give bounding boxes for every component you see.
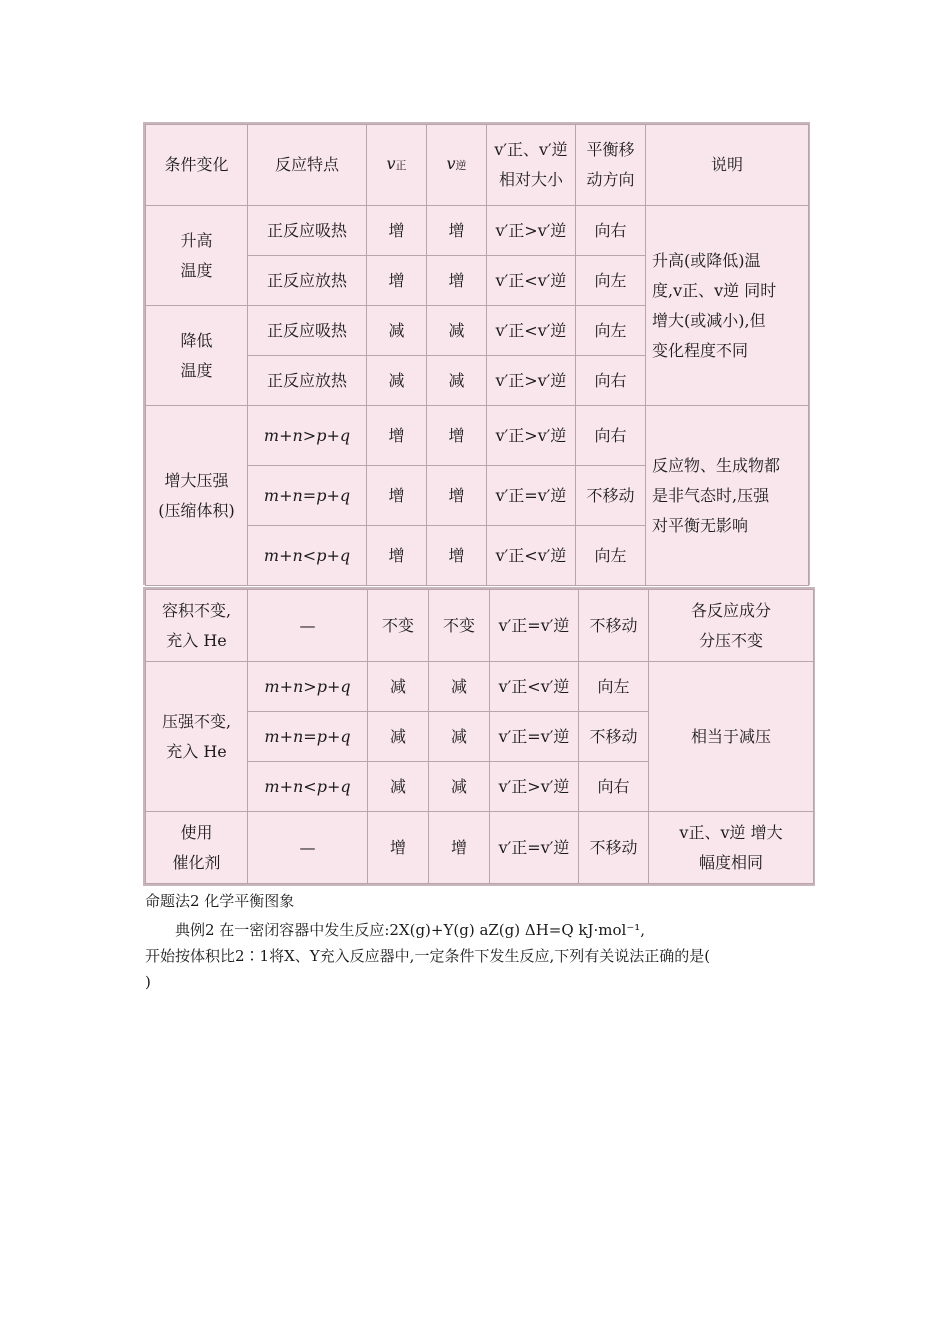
cell-compare: v′正<v′逆 — [487, 256, 576, 306]
cell-compare: v′正>v′逆 — [487, 206, 576, 256]
note-temperature: 升高(或降低)温 度,v正、v逆 同时 增大(或减小),但 变化程度不同 — [646, 206, 809, 406]
cell-v-forward: 增 — [367, 466, 427, 526]
condition-catalyst: 使用 催化剂 — [146, 812, 248, 884]
cell-v-forward: 不变 — [368, 590, 429, 662]
table-row — [146, 206, 809, 256]
cell-v-reverse: 增 — [427, 466, 487, 526]
condition-const-volume: 容积不变, 充入 He — [146, 590, 248, 662]
cell-compare: v′正>v′逆 — [490, 762, 579, 812]
cell-v-forward: 增 — [367, 406, 427, 466]
cell-compare: v′正<v′逆 — [487, 526, 576, 586]
cell-v-reverse: 减 — [427, 356, 487, 406]
table-row — [146, 812, 814, 884]
cell-compare: v′正=v′逆 — [490, 812, 579, 884]
cell-compare: v′正<v′逆 — [490, 662, 579, 712]
cell-v-reverse: 减 — [429, 662, 490, 712]
note-const-pressure: 相当于减压 — [649, 662, 814, 812]
section-heading: 命题法2 化学平衡图象 — [145, 892, 295, 910]
cell-feature: m+n>p+q — [248, 406, 367, 466]
cell-feature: m+n=p+q — [248, 466, 367, 526]
cell-v-forward: 增 — [368, 812, 429, 884]
condition-const-pressure: 压强不变, 充入 He — [146, 662, 248, 812]
cell-feature: m+n<p+q — [248, 526, 367, 586]
cell-feature: 正反应放热 — [248, 256, 367, 306]
table-row — [146, 662, 814, 712]
table-row — [146, 406, 809, 466]
cell-shift: 不移动 — [576, 466, 646, 526]
cell-shift: 向右 — [576, 356, 646, 406]
cell-v-forward: 增 — [367, 526, 427, 586]
note-const-volume: 各反应成分 分压不变 — [649, 590, 814, 662]
cell-v-reverse: 增 — [427, 526, 487, 586]
cell-shift: 向左 — [576, 306, 646, 356]
cell-shift: 向左 — [579, 662, 649, 712]
cell-v-reverse: 减 — [429, 712, 490, 762]
equilibrium-table-1 — [145, 124, 809, 586]
cell-feature: m+n>p+q — [248, 662, 368, 712]
cell-v-reverse: 增 — [427, 406, 487, 466]
cell-shift: 不移动 — [579, 812, 649, 884]
cell-shift: 向右 — [576, 206, 646, 256]
cell-compare: v′正<v′逆 — [487, 306, 576, 356]
header-condition: 条件变化 — [146, 125, 248, 206]
cell-v-forward: 减 — [367, 356, 427, 406]
header-v-forward: v正 — [367, 125, 427, 206]
cell-feature: 正反应吸热 — [248, 206, 367, 256]
cell-v-forward: 减 — [367, 306, 427, 356]
note-pressure: 反应物、生成物都 是非气态时,压强 对平衡无影响 — [646, 406, 809, 586]
condition-lower-temp: 降低 温度 — [146, 306, 248, 406]
header-shift: 平衡移 动方向 — [576, 125, 646, 206]
equilibrium-table-2 — [145, 589, 814, 884]
cell-feature: 正反应放热 — [248, 356, 367, 406]
cell-v-forward: 增 — [367, 256, 427, 306]
table1-header-row — [146, 125, 809, 206]
cell-feature: 正反应吸热 — [248, 306, 367, 356]
example-line-1: 典例2 在一密闭容器中发生反应:2X(g)+Y(g) aZ(g) ΔH=Q kJ·mol⁻¹, — [175, 921, 646, 939]
example-line-2: 开始按体积比2∶1将X、Y充入反应器中,一定条件下发生反应,下列有关说法正确的是( — [145, 947, 711, 965]
cell-shift: 不移动 — [579, 590, 649, 662]
cell-compare: v′正=v′逆 — [490, 590, 579, 662]
cell-feature: — — [248, 812, 368, 884]
cell-compare: v′正>v′逆 — [487, 356, 576, 406]
note-catalyst: v正、v逆 增大 幅度相同 — [649, 812, 814, 884]
cell-feature: m+n<p+q — [248, 762, 368, 812]
cell-v-forward: 减 — [368, 662, 429, 712]
cell-compare: v′正>v′逆 — [487, 406, 576, 466]
header-compare: v′正、v′逆 相对大小 — [487, 125, 576, 206]
condition-increase-pressure: 增大压强 (压缩体积) — [146, 406, 248, 586]
cell-v-reverse: 减 — [429, 762, 490, 812]
header-feature: 反应特点 — [248, 125, 367, 206]
header-v-reverse: v逆 — [427, 125, 487, 206]
example-line-3: ) — [145, 973, 151, 991]
cell-v-forward: 减 — [368, 762, 429, 812]
cell-feature: — — [248, 590, 368, 662]
cell-shift: 向右 — [579, 762, 649, 812]
cell-compare: v′正=v′逆 — [487, 466, 576, 526]
cell-v-reverse: 减 — [427, 306, 487, 356]
cell-shift: 不移动 — [579, 712, 649, 762]
cell-v-forward: 减 — [368, 712, 429, 762]
header-note: 说明 — [646, 125, 809, 206]
cell-v-reverse: 不变 — [429, 590, 490, 662]
cell-shift: 向左 — [576, 526, 646, 586]
cell-compare: v′正=v′逆 — [490, 712, 579, 762]
cell-feature: m+n=p+q — [248, 712, 368, 762]
cell-v-reverse: 增 — [429, 812, 490, 884]
table-row — [146, 590, 814, 662]
cell-shift: 向右 — [576, 406, 646, 466]
cell-shift: 向左 — [576, 256, 646, 306]
cell-v-reverse: 增 — [427, 206, 487, 256]
cell-v-reverse: 增 — [427, 256, 487, 306]
condition-raise-temp: 升高 温度 — [146, 206, 248, 306]
cell-v-forward: 增 — [367, 206, 427, 256]
